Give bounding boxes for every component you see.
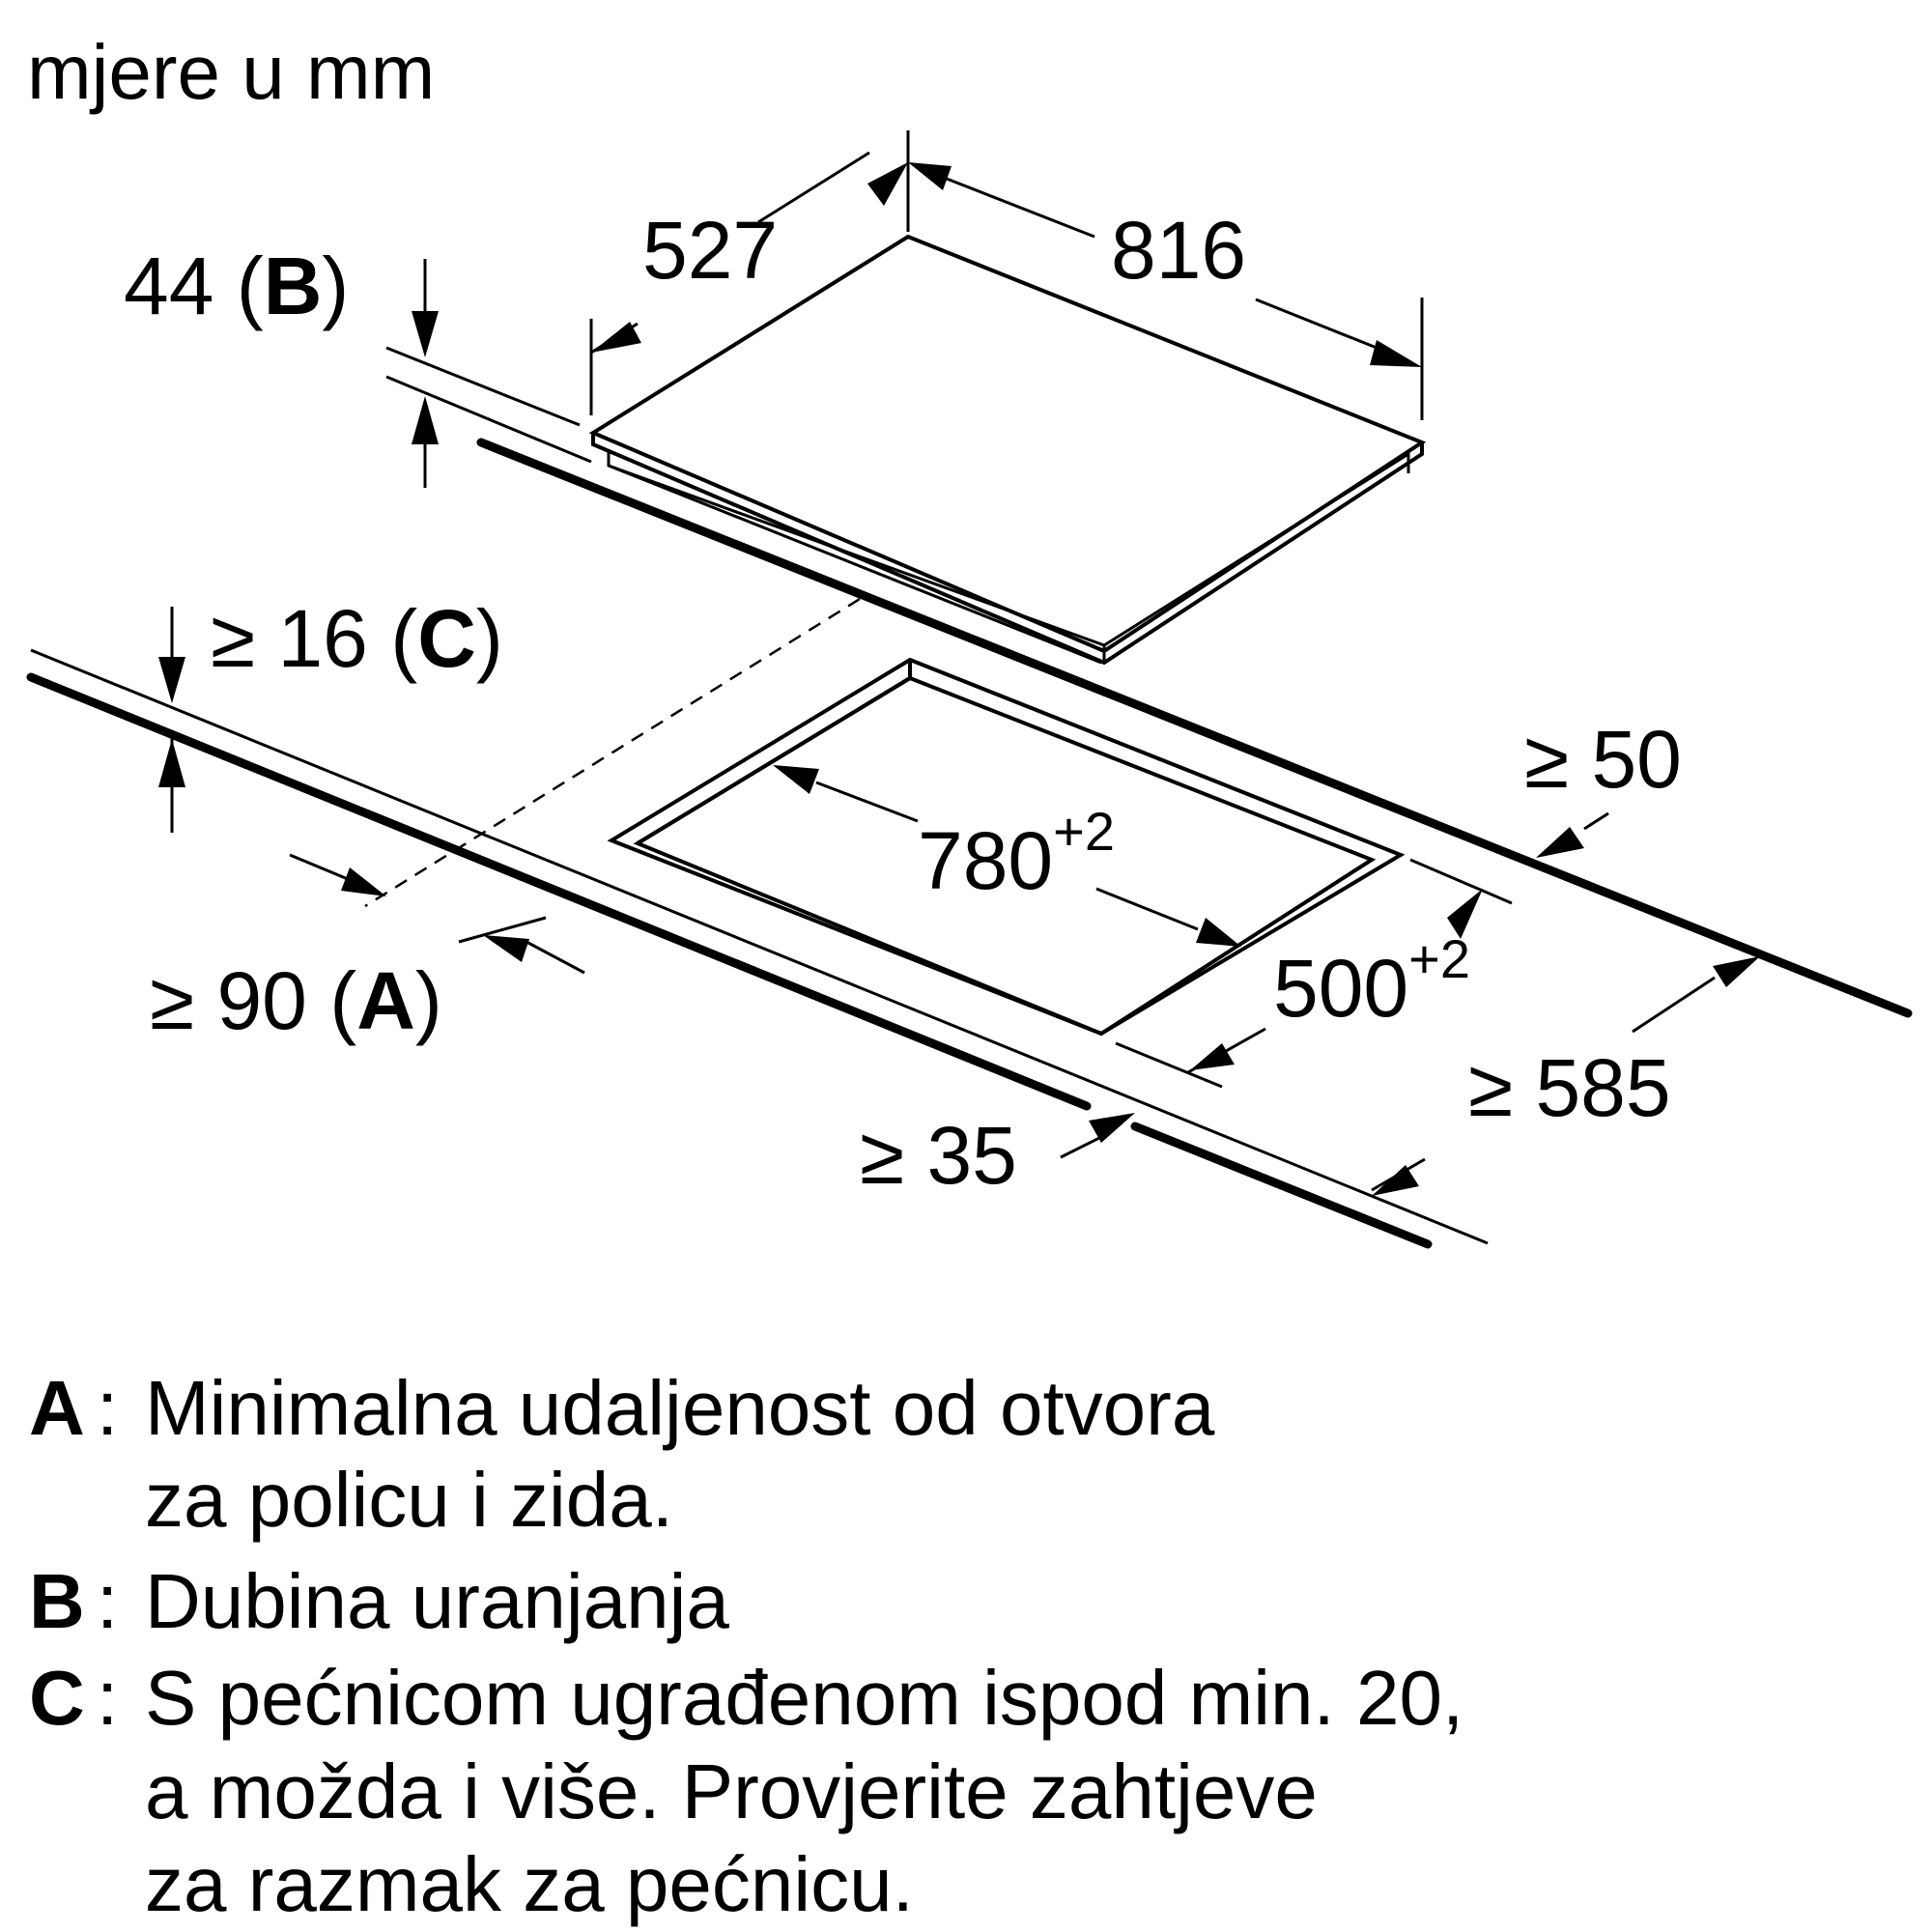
arrow-816-right: [1370, 340, 1422, 367]
dimension-35: [860, 1110, 1135, 1201]
dimension-35-label: ≥ 35: [860, 1110, 1017, 1201]
dimension-780: [773, 765, 1241, 947]
svg-text::: :: [97, 1558, 119, 1644]
dimension-50: [1524, 714, 1682, 858]
arrow-780-left: [773, 765, 819, 794]
arrow-816-left: [908, 162, 952, 190]
dimension-500: [1116, 860, 1512, 1087]
legend-item-b: [29, 1558, 729, 1644]
svg-text:za policu i zida.: za policu i zida.: [145, 1457, 673, 1543]
dimension-50-label: ≥ 50: [1524, 714, 1682, 805]
svg-text:A: A: [29, 1365, 85, 1451]
arrow-16-up: [158, 739, 185, 787]
dimension-90-a: [150, 855, 584, 1046]
dimension-816: [908, 162, 1422, 420]
dimension-816-label: 816: [1111, 205, 1247, 296]
svg-text:Dubina uranjanja: Dubina uranjanja: [145, 1558, 729, 1644]
arrow-44-down: [412, 311, 439, 357]
svg-text:C: C: [29, 1655, 85, 1741]
legend-item-a: [29, 1365, 1215, 1543]
svg-text:a možda i više. Provjerite zah: a možda i više. Provjerite zahtjeve: [145, 1748, 1318, 1834]
svg-text:Minimalna udaljenost od otvora: Minimalna udaljenost od otvora: [145, 1365, 1215, 1451]
dimension-90-label: ≥ 90 (A): [150, 955, 442, 1046]
arrow-585-bottom: [1372, 1165, 1419, 1196]
svg-text::: :: [97, 1365, 119, 1451]
dimension-500-label: $500^{+2}$: [1273, 928, 1471, 1034]
hob-top-surface: [593, 237, 1422, 651]
arrow-16-down: [158, 657, 185, 703]
cutout-inner-rear: [638, 678, 910, 843]
dimension-527: [591, 130, 908, 415]
arrow-527-top: [867, 162, 908, 206]
hob-base-right: [1104, 454, 1408, 645]
dimension-527-label: 527: [642, 205, 779, 296]
arrow-50: [1536, 827, 1584, 858]
arrow-90-left: [341, 867, 386, 896]
arrow-780-right: [1196, 918, 1241, 947]
cutout-drawing: [365, 599, 1401, 1034]
svg-text:S pećnicom ugrađenom ispod min: S pećnicom ugrađenom ispod min. 20,: [145, 1655, 1464, 1741]
legend-item-c: [29, 1655, 1463, 1927]
dimension-44-label: 44 (B): [124, 241, 350, 331]
unit-label: mjere u mm: [27, 29, 436, 115]
arrow-500-bottom: [1190, 1043, 1235, 1070]
hob-base-front: [609, 466, 1101, 663]
legend: [29, 1365, 1463, 1927]
arrow-44-up: [412, 396, 439, 444]
svg-text:za razmak za pećnicu.: za razmak za pećnicu.: [145, 1841, 914, 1927]
dimension-44-b: [124, 241, 591, 488]
hob-front-edge: [593, 433, 1422, 663]
svg-text:B: B: [29, 1558, 85, 1644]
dimension-585: [1372, 956, 1760, 1196]
arrow-585-top: [1713, 956, 1760, 987]
worktop-front-top-edge: [31, 650, 1488, 1243]
arrow-90-right: [483, 935, 529, 962]
dimension-16-label: ≥ 16 (C): [211, 593, 503, 684]
dimension-780-label: $780^{+2}$: [918, 801, 1116, 906]
dimension-585-label: ≥ 585: [1468, 1042, 1671, 1133]
hob-drawing: [593, 237, 1422, 663]
svg-text::: :: [97, 1655, 119, 1741]
